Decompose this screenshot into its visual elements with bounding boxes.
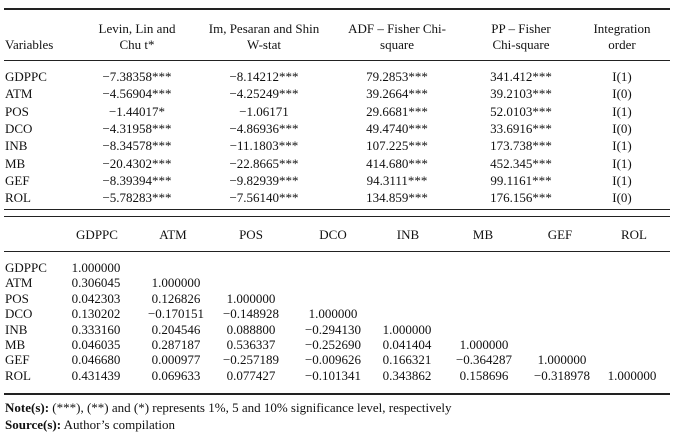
table1-header-rule	[4, 60, 670, 61]
table2-cell: 0.287187	[151, 337, 201, 352]
table1-cell: −11.1803***	[229, 138, 299, 153]
table1-header-line1: ADF – Fisher Chi-	[348, 21, 446, 36]
table1-cell: −4.31958***	[102, 121, 172, 136]
table1-cell: −1.06171	[239, 104, 289, 119]
table1-row-label: GEF	[5, 173, 30, 188]
table1-cell: I(0)	[612, 121, 632, 136]
table2-cell: 0.126826	[151, 291, 201, 306]
table1-header-line2: Variables	[5, 37, 54, 52]
table1-cell: −4.86936***	[229, 121, 299, 136]
table-note	[5, 400, 452, 415]
table2-cell: 0.431439	[71, 368, 121, 383]
table2-bottom-rule	[4, 393, 670, 395]
table2-cell: 0.158696	[459, 368, 509, 383]
table2-top-rule	[4, 216, 670, 217]
table1-cell: 79.2853***	[366, 69, 428, 84]
table2-cell: 0.204546	[151, 322, 201, 337]
table1-row-label: INB	[5, 138, 28, 153]
table2-cell: 0.333160	[71, 322, 121, 337]
table2-row-label: ROL	[5, 368, 31, 383]
table2-cell: 1.000000	[537, 352, 587, 367]
table1-header-line2: order	[608, 37, 636, 52]
table2-cell: 0.306045	[71, 275, 121, 290]
table2-cell: −0.318978	[533, 368, 591, 383]
note-label: Note(s):	[5, 400, 50, 415]
table2-cell: 0.069633	[151, 368, 201, 383]
table2-cell: 0.343862	[382, 368, 432, 383]
table2-header: ATM	[159, 227, 187, 242]
table2-row-label: GDPPC	[5, 260, 47, 275]
note-text: (***), (**) and (*) represents 1%, 5 and 10% significance level, respectively	[49, 400, 452, 415]
table2-cell: 1.000000	[151, 275, 201, 290]
table1-cell: −9.82939***	[229, 173, 299, 188]
table1-cell: 414.680***	[366, 156, 428, 171]
table1-cell: I(1)	[612, 173, 632, 188]
table2-header: GEF	[547, 227, 573, 242]
table1-cell: −7.38358***	[102, 69, 172, 84]
table1-row-label: GDPPC	[5, 69, 47, 84]
table1-header-line1: PP – Fisher	[491, 21, 551, 36]
table1-cell: 341.412***	[490, 69, 552, 84]
table1-cell: 39.2664***	[366, 86, 428, 101]
table1-cell: −22.8665***	[229, 156, 299, 171]
table2-cell: −0.364287	[455, 352, 513, 367]
table2-cell: −0.009626	[304, 352, 362, 367]
table2-header: INB	[396, 227, 420, 242]
table2-cell: 0.536337	[226, 337, 276, 352]
table1-header-line2: square	[380, 37, 414, 52]
table1-bottom-rule	[4, 209, 670, 210]
table2-cell: 1.000000	[382, 322, 432, 337]
table2-header: DCO	[319, 227, 347, 242]
table2-row-label: GEF	[5, 352, 30, 367]
table2-row-label: INB	[5, 322, 28, 337]
table2-header: MB	[472, 227, 494, 242]
table1-cell: I(1)	[612, 138, 632, 153]
table1-cell: −20.4302***	[102, 156, 172, 171]
table1-row-label: MB	[5, 156, 26, 171]
table1-cell: 52.0103***	[490, 104, 552, 119]
table1-cell: 33.6916***	[490, 121, 552, 136]
table1-cell: I(0)	[612, 86, 632, 101]
table-source	[5, 417, 175, 432]
table1-header-line2: Chu t*	[119, 37, 155, 52]
table1-cell: 99.1161***	[490, 173, 552, 188]
table1-cell: 452.345***	[490, 156, 552, 171]
table2-cell: 1.000000	[308, 306, 358, 321]
table2-cell: 0.041404	[382, 337, 432, 352]
table2-cell: −0.257189	[222, 352, 280, 367]
table1-header-line2: Chi-square	[492, 37, 550, 52]
table2-cell: 0.130202	[71, 306, 121, 321]
table2-header: GDPPC	[76, 227, 118, 242]
source-label: Source(s):	[5, 417, 62, 432]
table1-cell: I(0)	[612, 190, 632, 205]
table2-cell: 1.000000	[459, 337, 509, 352]
table2-cell: 0.077427	[226, 368, 276, 383]
table1-cell: −7.56140***	[229, 190, 299, 205]
table2-header: ROL	[621, 227, 647, 242]
table1-row-label: ATM	[5, 86, 33, 101]
table1-cell: 29.6681***	[366, 104, 428, 119]
table2-row-label: ATM	[5, 275, 33, 290]
table1-cell: 94.3111***	[366, 173, 428, 188]
table2-cell: 1.000000	[71, 260, 121, 275]
table1-cell: 107.225***	[366, 138, 428, 153]
table2-cell: 0.042303	[71, 291, 121, 306]
table2-cell: 0.046035	[71, 337, 121, 352]
table1-cell: 176.156***	[490, 190, 552, 205]
table1-cell: −1.44017*	[108, 104, 166, 119]
table1-cell: −8.14212***	[229, 69, 299, 84]
table1-row-label: DCO	[5, 121, 33, 136]
table2-cell: −0.148928	[222, 306, 280, 321]
table1-cell: I(1)	[612, 69, 632, 84]
table1-cell: I(1)	[612, 104, 632, 119]
table2-row-label: POS	[5, 291, 29, 306]
table1-cell: −4.56904***	[102, 86, 172, 101]
table1-cell: 49.4740***	[366, 121, 428, 136]
table1-cell: 39.2103***	[490, 86, 552, 101]
table2-cell: −0.294130	[304, 322, 362, 337]
table2-cell: 1.000000	[607, 368, 657, 383]
table2-cell: 1.000000	[226, 291, 276, 306]
table1-header-line1: Levin, Lin and	[98, 21, 176, 36]
source-text: Author’s compilation	[61, 417, 175, 432]
table1-cell: −8.34578***	[102, 138, 172, 153]
table1-cell: 134.859***	[366, 190, 428, 205]
table1-row-label: ROL	[5, 190, 31, 205]
table1-cell: −4.25249***	[229, 86, 299, 101]
table1-header-line1: Im, Pesaran and Shin	[208, 21, 320, 36]
table2-cell: 0.046680	[71, 352, 121, 367]
table2-cell: 0.166321	[382, 352, 432, 367]
table2-cell: −0.101341	[304, 368, 362, 383]
table1-header-line1: Integration	[593, 21, 651, 36]
table1-top-rule	[4, 8, 670, 10]
table2-cell: −0.252690	[304, 337, 362, 352]
table2-row-label: MB	[5, 337, 26, 352]
table1-row-label: POS	[5, 104, 29, 119]
table1-cell: −8.39394***	[102, 173, 172, 188]
table1-header-line2: W-stat	[247, 37, 281, 52]
table1-cell: 173.738***	[490, 138, 552, 153]
table1-cell: I(1)	[612, 156, 632, 171]
table2-header: POS	[239, 227, 263, 242]
table2-cell: 0.000977	[151, 352, 201, 367]
table2-header-rule	[4, 251, 670, 252]
table1-cell: −5.78283***	[102, 190, 172, 205]
table2-cell: −0.170151	[147, 306, 205, 321]
table2-row-label: DCO	[5, 306, 33, 321]
table2-cell: 0.088800	[226, 322, 276, 337]
